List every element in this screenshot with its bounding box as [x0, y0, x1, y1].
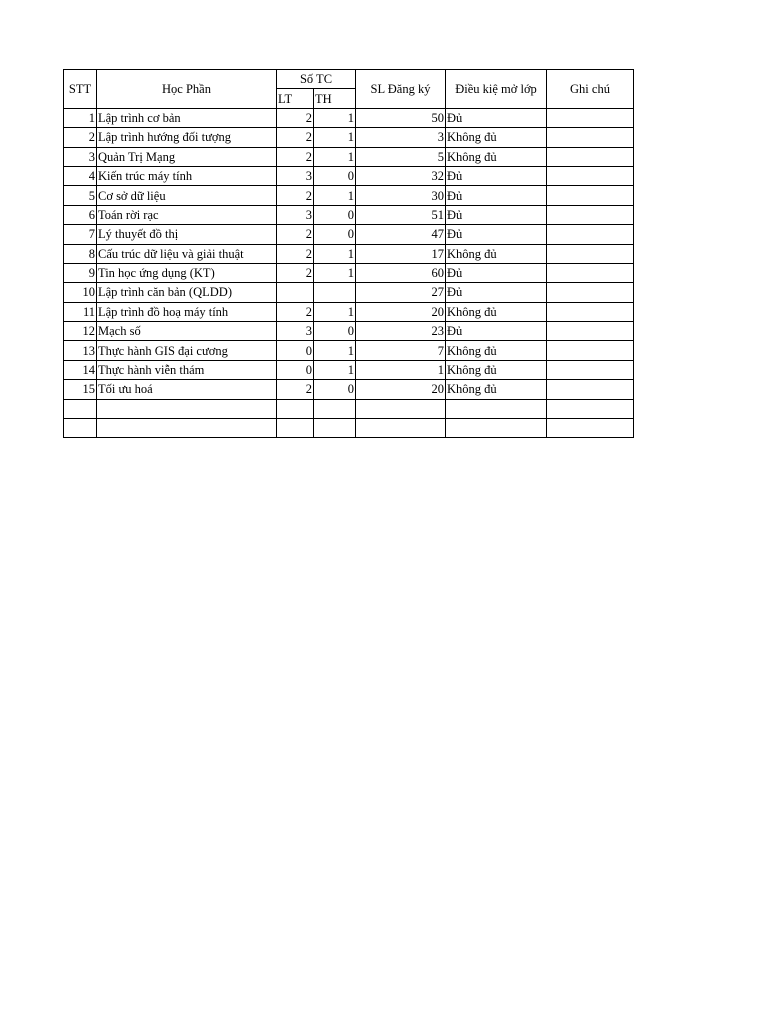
- cell-stt: 15: [64, 380, 97, 399]
- cell-sl-dang-ky: 7: [356, 341, 446, 360]
- cell-dieu-kien: Không đủ: [446, 244, 547, 263]
- cell-stt: 8: [64, 244, 97, 263]
- header-dieu-kien: Điều kiệ mở lớp: [446, 70, 547, 109]
- table-row: [64, 283, 634, 302]
- header-lt: LT: [277, 89, 314, 108]
- cell-stt: [64, 399, 97, 418]
- cell-stt: 14: [64, 360, 97, 379]
- cell-ghi-chu: [547, 147, 634, 166]
- cell-dieu-kien: Đủ: [446, 186, 547, 205]
- cell-hoc-phan: Mạch số: [97, 322, 277, 341]
- cell-dieu-kien: Đủ: [446, 263, 547, 282]
- cell-th: 1: [314, 302, 356, 321]
- cell-stt: 11: [64, 302, 97, 321]
- cell-stt: 7: [64, 225, 97, 244]
- cell-ghi-chu: [547, 283, 634, 302]
- cell-th: [314, 399, 356, 418]
- cell-th: 1: [314, 341, 356, 360]
- cell-lt: [277, 419, 314, 438]
- cell-th: 1: [314, 186, 356, 205]
- table-row: [64, 205, 634, 224]
- table-row: [64, 302, 634, 321]
- table-row: [64, 360, 634, 379]
- cell-ghi-chu: [547, 341, 634, 360]
- cell-ghi-chu: [547, 108, 634, 127]
- cell-stt: 5: [64, 186, 97, 205]
- cell-dieu-kien: Đủ: [446, 322, 547, 341]
- cell-hoc-phan: Lập trình đồ hoạ máy tính: [97, 302, 277, 321]
- cell-hoc-phan: Cơ sở dữ liệu: [97, 186, 277, 205]
- cell-stt: 6: [64, 205, 97, 224]
- cell-dieu-kien: Không đủ: [446, 128, 547, 147]
- cell-dieu-kien: Đủ: [446, 283, 547, 302]
- table-row: [64, 322, 634, 341]
- cell-lt: 0: [277, 341, 314, 360]
- cell-ghi-chu: [547, 380, 634, 399]
- table-row: [64, 244, 634, 263]
- cell-hoc-phan: Tối ưu hoá: [97, 380, 277, 399]
- cell-sl-dang-ky: [356, 399, 446, 418]
- cell-th: 1: [314, 108, 356, 127]
- cell-hoc-phan: Lý thuyết đồ thị: [97, 225, 277, 244]
- cell-stt: [64, 419, 97, 438]
- cell-sl-dang-ky: 5: [356, 147, 446, 166]
- cell-hoc-phan: Lập trình hướng đối tượng: [97, 128, 277, 147]
- cell-dieu-kien: Không đủ: [446, 341, 547, 360]
- cell-lt: [277, 399, 314, 418]
- cell-lt: 2: [277, 186, 314, 205]
- table-row: [64, 263, 634, 282]
- table-row: [64, 419, 634, 438]
- cell-hoc-phan: [97, 419, 277, 438]
- header-ghi-chu: Ghi chú: [547, 70, 634, 109]
- table-row: [64, 166, 634, 185]
- cell-lt: 2: [277, 147, 314, 166]
- cell-dieu-kien: Đủ: [446, 166, 547, 185]
- cell-th: 1: [314, 263, 356, 282]
- cell-lt: 2: [277, 225, 314, 244]
- cell-dieu-kien: Đủ: [446, 225, 547, 244]
- header-row-1: [64, 70, 634, 89]
- cell-th: 0: [314, 380, 356, 399]
- cell-lt: 2: [277, 244, 314, 263]
- header-stt: STT: [64, 70, 97, 109]
- cell-sl-dang-ky: 50: [356, 108, 446, 127]
- table-row: [64, 147, 634, 166]
- cell-stt: 2: [64, 128, 97, 147]
- cell-sl-dang-ky: 32: [356, 166, 446, 185]
- cell-sl-dang-ky: 60: [356, 263, 446, 282]
- cell-dieu-kien: Đủ: [446, 108, 547, 127]
- cell-sl-dang-ky: 27: [356, 283, 446, 302]
- cell-th: 0: [314, 322, 356, 341]
- cell-dieu-kien: Đủ: [446, 205, 547, 224]
- header-th: TH: [314, 89, 356, 108]
- cell-hoc-phan: Kiến trúc máy tính: [97, 166, 277, 185]
- cell-lt: 3: [277, 322, 314, 341]
- cell-ghi-chu: [547, 186, 634, 205]
- table-row: [64, 128, 634, 147]
- cell-ghi-chu: [547, 322, 634, 341]
- table-row: [64, 186, 634, 205]
- cell-dieu-kien: Không đủ: [446, 360, 547, 379]
- table-row: [64, 399, 634, 418]
- cell-ghi-chu: [547, 399, 634, 418]
- cell-sl-dang-ky: 20: [356, 302, 446, 321]
- cell-th: 0: [314, 166, 356, 185]
- cell-sl-dang-ky: 47: [356, 225, 446, 244]
- cell-sl-dang-ky: 17: [356, 244, 446, 263]
- table-row: [64, 108, 634, 127]
- cell-lt: 2: [277, 128, 314, 147]
- cell-stt: 10: [64, 283, 97, 302]
- cell-th: 0: [314, 225, 356, 244]
- cell-th: 1: [314, 360, 356, 379]
- cell-lt: 3: [277, 205, 314, 224]
- cell-ghi-chu: [547, 205, 634, 224]
- cell-ghi-chu: [547, 225, 634, 244]
- header-hoc-phan: Học Phần: [97, 70, 277, 109]
- cell-stt: 9: [64, 263, 97, 282]
- cell-lt: 3: [277, 166, 314, 185]
- cell-th: 1: [314, 244, 356, 263]
- cell-ghi-chu: [547, 360, 634, 379]
- cell-th: 1: [314, 147, 356, 166]
- header-so-tc: Số TC: [277, 70, 356, 89]
- cell-stt: 3: [64, 147, 97, 166]
- cell-dieu-kien: Không đủ: [446, 380, 547, 399]
- cell-hoc-phan: Cấu trúc dữ liệu và giải thuật: [97, 244, 277, 263]
- cell-hoc-phan: Thực hành viễn thám: [97, 360, 277, 379]
- table-row: [64, 341, 634, 360]
- table-row: [64, 225, 634, 244]
- table-body: [64, 108, 634, 438]
- cell-ghi-chu: [547, 244, 634, 263]
- cell-sl-dang-ky: 51: [356, 205, 446, 224]
- cell-dieu-kien: [446, 419, 547, 438]
- cell-th: 1: [314, 128, 356, 147]
- cell-hoc-phan: Toán rời rạc: [97, 205, 277, 224]
- cell-sl-dang-ky: 30: [356, 186, 446, 205]
- cell-lt: 2: [277, 108, 314, 127]
- cell-ghi-chu: [547, 302, 634, 321]
- cell-lt: 0: [277, 360, 314, 379]
- cell-sl-dang-ky: [356, 419, 446, 438]
- cell-stt: 13: [64, 341, 97, 360]
- cell-hoc-phan: Quản Trị Mạng: [97, 147, 277, 166]
- cell-stt: 12: [64, 322, 97, 341]
- cell-dieu-kien: [446, 399, 547, 418]
- cell-stt: 1: [64, 108, 97, 127]
- table-row: [64, 380, 634, 399]
- cell-dieu-kien: Không đủ: [446, 147, 547, 166]
- cell-hoc-phan: Thực hành GIS đại cương: [97, 341, 277, 360]
- cell-ghi-chu: [547, 128, 634, 147]
- cell-lt: 2: [277, 380, 314, 399]
- cell-th: [314, 283, 356, 302]
- header-sl-dang-ky: SL Đăng ký: [356, 70, 446, 109]
- cell-lt: 2: [277, 302, 314, 321]
- cell-sl-dang-ky: 1: [356, 360, 446, 379]
- cell-lt: 2: [277, 263, 314, 282]
- cell-dieu-kien: Không đủ: [446, 302, 547, 321]
- course-registration-table: [63, 69, 634, 438]
- cell-ghi-chu: [547, 419, 634, 438]
- cell-sl-dang-ky: 3: [356, 128, 446, 147]
- cell-th: [314, 419, 356, 438]
- cell-hoc-phan: Lập trình căn bản (QLDD): [97, 283, 277, 302]
- cell-sl-dang-ky: 23: [356, 322, 446, 341]
- cell-th: 0: [314, 205, 356, 224]
- cell-lt: [277, 283, 314, 302]
- cell-sl-dang-ky: 20: [356, 380, 446, 399]
- cell-stt: 4: [64, 166, 97, 185]
- cell-hoc-phan: [97, 399, 277, 418]
- cell-hoc-phan: Lập trình cơ bản: [97, 108, 277, 127]
- cell-ghi-chu: [547, 263, 634, 282]
- cell-hoc-phan: Tin học ứng dụng (KT): [97, 263, 277, 282]
- cell-ghi-chu: [547, 166, 634, 185]
